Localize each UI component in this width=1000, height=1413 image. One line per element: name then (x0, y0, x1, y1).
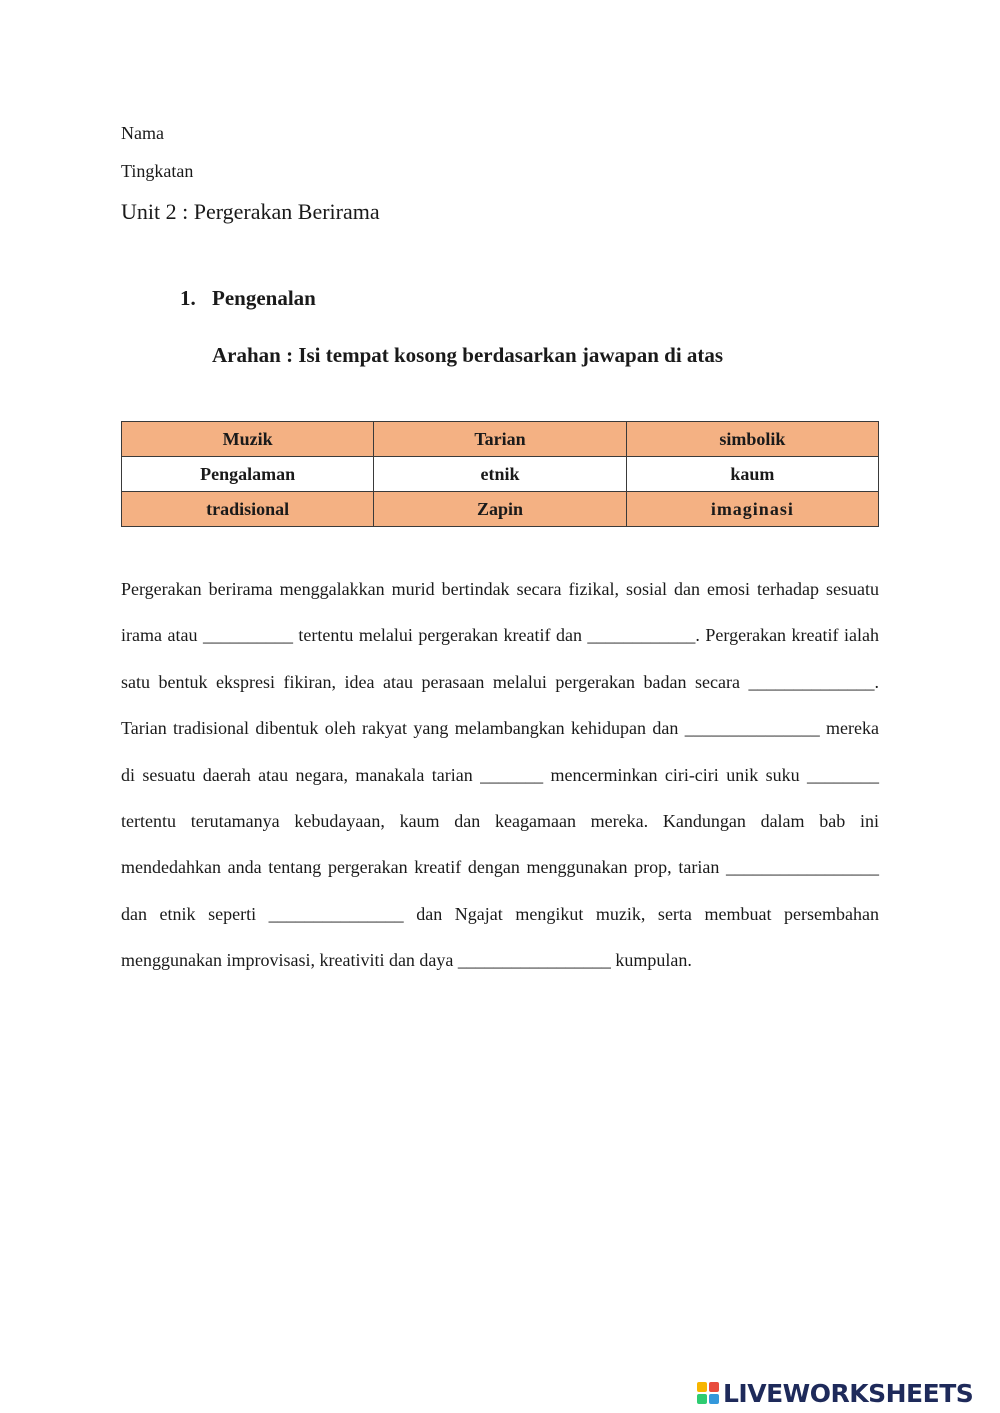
word-bank-cell: etnik (374, 457, 626, 492)
word-bank-cell: imaginasi (626, 492, 878, 527)
liveworksheets-logo (697, 1378, 973, 1408)
word-bank-cell: simbolik (626, 422, 878, 457)
logo-square (709, 1394, 719, 1404)
word-bank-row (122, 422, 879, 457)
unit-title: Unit 2 : Pergerakan Berirama (121, 199, 380, 224)
logo-grid-icon (697, 1382, 719, 1404)
word-bank-row (122, 492, 879, 527)
section-title: Pengenalan (212, 286, 316, 310)
word-bank-cell: Pengalaman (122, 457, 374, 492)
section-number: 1. (180, 286, 196, 310)
word-bank-row (122, 457, 879, 492)
word-bank-cell: Zapin (374, 492, 626, 527)
word-bank-cell: tradisional (122, 492, 374, 527)
logo-text: LIVEWORKSHEETS (723, 1378, 974, 1408)
tingkatan-label: Tingkatan (121, 161, 194, 181)
logo-square (709, 1382, 719, 1392)
section-heading (180, 284, 316, 312)
logo-square (697, 1394, 707, 1404)
word-bank-table (121, 421, 879, 527)
word-bank-cell: Tarian (374, 422, 626, 457)
fill-in-paragraph: Pergerakan berirama menggalakkan murid bertindak secara fizikal, sosial dan emosi terhadap sesuatu irama atau __________ tertentu melalui pergerakan kreatif dan ____________. Pergerakan kreatif ialah satu bentuk ekspresi fikiran, idea atau perasaan melalui pergerakan badan secara ______________. Tarian tradisional dibentuk oleh rakyat yang melambangkan kehidupan dan _______________ mereka di sesuatu daerah atau negara, manakala tarian _______ mencerminkan ciri-ciri unik suku ________ tertentu terutamanya kebudayaan, kaum dan keagamaan mereka. Kandungan dalam bab ini mendedahkan anda tentang pergerakan kreatif dengan menggunakan prop, tarian _________________ dan etnik seperti _______________ dan Ngajat mengikut muzik, serta membuat persembahan menggunakan improvisasi, kreativiti dan daya _________________ kumpulan. (121, 579, 879, 971)
logo-square (697, 1382, 707, 1392)
nama-label: Nama (121, 123, 164, 143)
instruction-text: Arahan : Isi tempat kosong berdasarkan jawapan di atas (212, 343, 724, 367)
word-bank-cell: kaum (626, 457, 878, 492)
word-bank-cell: Muzik (122, 422, 374, 457)
